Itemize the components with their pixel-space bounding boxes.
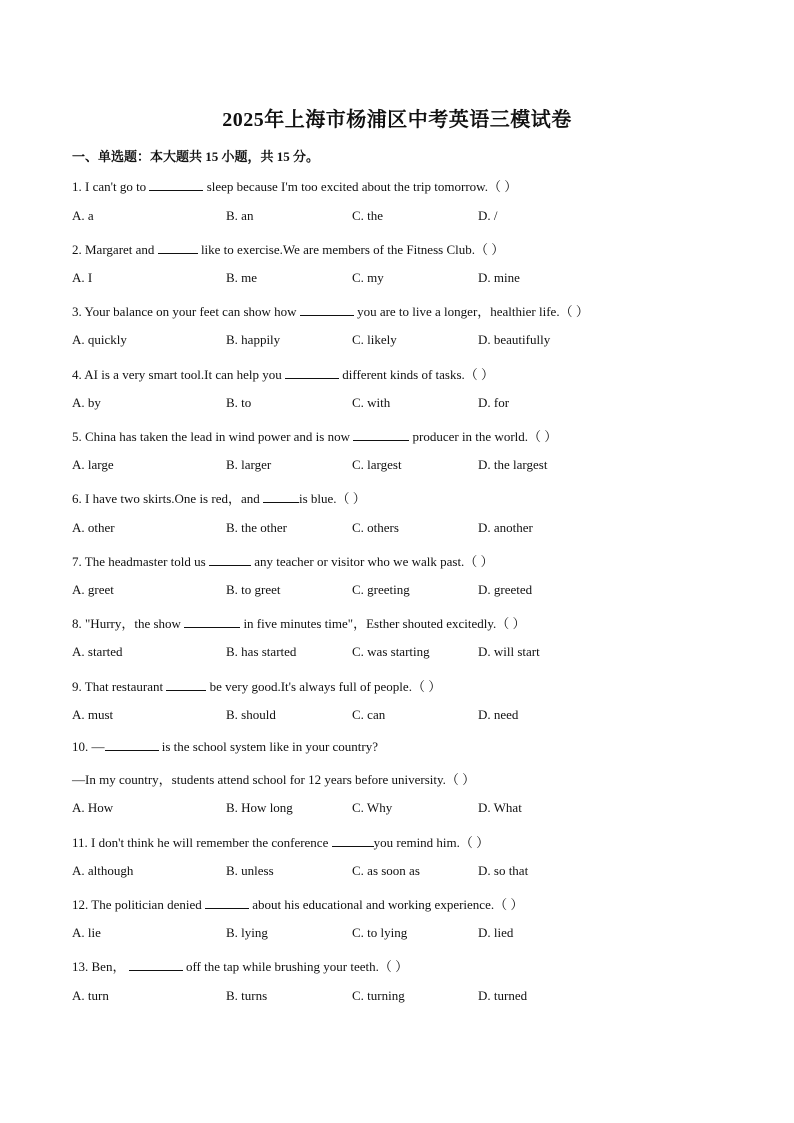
options-3 [72, 332, 732, 350]
options-8 [72, 644, 732, 662]
option-a[interactable]: A. lie [72, 925, 101, 940]
option-c[interactable]: C. to lying [352, 925, 408, 940]
option-c[interactable]: C. greeting [352, 582, 410, 597]
answer-blank[interactable] [263, 490, 299, 503]
answer-blank[interactable] [129, 958, 183, 971]
options-10 [72, 800, 732, 818]
option-d[interactable]: D. another [478, 520, 533, 535]
option-a[interactable]: A. How [72, 800, 114, 815]
option-a[interactable]: A. greet [72, 582, 114, 597]
option-a[interactable]: A. other [72, 520, 115, 535]
option-d[interactable]: D. mine [478, 270, 520, 285]
option-a[interactable]: A. turn [72, 988, 109, 1003]
answer-blank[interactable] [332, 834, 374, 847]
answer-blank[interactable] [105, 738, 159, 751]
option-b[interactable]: B. unless [226, 863, 274, 878]
option-a[interactable]: A. large [72, 457, 114, 472]
answer-blank[interactable] [166, 678, 206, 691]
question-4: 4. AI is a very smart tool.It can help you different kinds of tasks.（ ） [72, 367, 495, 382]
option-b[interactable]: B. lying [226, 925, 268, 940]
section-heading: 一、单选题：本大题共 15 小题，共 15 分。 [72, 149, 320, 164]
option-d[interactable]: D. turned [478, 988, 528, 1003]
option-d[interactable]: D. What [478, 800, 522, 815]
option-b[interactable]: B. happily [226, 332, 281, 347]
option-c[interactable]: C. largest [352, 457, 402, 472]
option-a[interactable]: A. must [72, 707, 114, 722]
question-7: 7. The headmaster told us any teacher or visitor who we walk past.（ ） [72, 554, 494, 569]
question-5: 5. China has taken the lead in wind power and is now producer in the world.（ ） [72, 429, 558, 444]
option-a[interactable]: A. started [72, 644, 123, 659]
option-a[interactable]: A. by [72, 395, 101, 410]
option-a[interactable]: A. quickly [72, 332, 127, 347]
option-b[interactable]: B. should [226, 707, 276, 722]
option-a[interactable]: A. I [72, 270, 93, 285]
option-d[interactable]: D. need [478, 707, 519, 722]
question-11: 11. I don't think he will remember the conference you remind him.（ ） [72, 835, 490, 850]
option-c[interactable]: C. as soon as [352, 863, 420, 878]
option-b[interactable]: B. has started [226, 644, 297, 659]
options-5 [72, 457, 732, 475]
answer-blank[interactable] [184, 615, 240, 628]
option-c[interactable]: C. was starting [352, 644, 430, 659]
option-d[interactable]: D. beautifully [478, 332, 551, 347]
option-d[interactable]: D. will start [478, 644, 540, 659]
question-10-reply: —In my country，students attend school for 12 years before university.（ ） [72, 772, 476, 787]
option-b[interactable]: B. larger [226, 457, 272, 472]
option-d[interactable]: D. the largest [478, 457, 548, 472]
question-9: 9. That restaurant be very good.It's always full of people.（ ） [72, 679, 442, 694]
question-12: 12. The politician denied about his educational and working experience.（ ） [72, 897, 524, 912]
question-2: 2. Margaret and like to exercise.We are members of the Fitness Club.（ ） [72, 242, 505, 257]
options-2 [72, 270, 732, 288]
options-1 [72, 208, 732, 226]
option-d[interactable]: D. for [478, 395, 510, 410]
option-b[interactable]: B. the other [226, 520, 288, 535]
question-10: 10. — is the school system like in your country? [72, 739, 379, 754]
question-1: 1. I can't go to sleep because I'm too excited about the trip tomorrow.（ ） [72, 179, 518, 194]
option-c[interactable]: C. can [352, 707, 386, 722]
option-b[interactable]: B. turns [226, 988, 268, 1003]
option-c[interactable]: C. likely [352, 332, 397, 347]
option-a[interactable]: A. although [72, 863, 134, 878]
page-title: 2025年上海市杨浦区中考英语三模试卷 [222, 109, 572, 131]
answer-blank[interactable] [209, 553, 251, 566]
option-c[interactable]: C. the [352, 208, 384, 223]
option-d[interactable]: D. / [478, 208, 498, 223]
option-d[interactable]: D. lied [478, 925, 514, 940]
options-7 [72, 582, 732, 600]
option-c[interactable]: C. turning [352, 988, 405, 1003]
option-b[interactable]: B. How long [226, 800, 293, 815]
option-c[interactable]: C. with [352, 395, 391, 410]
options-12 [72, 925, 732, 943]
answer-blank[interactable] [158, 241, 198, 254]
question-13: 13. Ben， off the tap while brushing your teeth.（ ） [72, 959, 409, 974]
answer-blank[interactable] [149, 178, 203, 191]
options-11 [72, 863, 732, 881]
question-3: 3. Your balance on your feet can show how you are to live a longer，healthier life.（ ） [72, 304, 589, 319]
option-b[interactable]: B. to greet [226, 582, 281, 597]
options-4 [72, 395, 732, 413]
options-13 [72, 988, 732, 1006]
option-c[interactable]: C. others [352, 520, 399, 535]
answer-blank[interactable] [285, 366, 339, 379]
options-6 [72, 520, 732, 538]
answer-blank[interactable] [353, 428, 409, 441]
option-b[interactable]: B. to [226, 395, 252, 410]
question-6: 6. I have two skirts.One is red，and is blue.（ ） [72, 491, 366, 506]
options-9 [72, 707, 732, 725]
option-d[interactable]: D. greeted [478, 582, 533, 597]
option-c[interactable]: C. my [352, 270, 384, 285]
option-a[interactable]: A. a [72, 208, 94, 223]
question-8: 8. "Hurry，the show in five minutes time"，Esther shouted excitedly.（ ） [72, 616, 526, 631]
option-b[interactable]: B. me [226, 270, 258, 285]
answer-blank[interactable] [300, 303, 354, 316]
option-b[interactable]: B. an [226, 208, 254, 223]
answer-blank[interactable] [205, 896, 249, 909]
option-c[interactable]: C. Why [352, 800, 393, 815]
option-d[interactable]: D. so that [478, 863, 529, 878]
